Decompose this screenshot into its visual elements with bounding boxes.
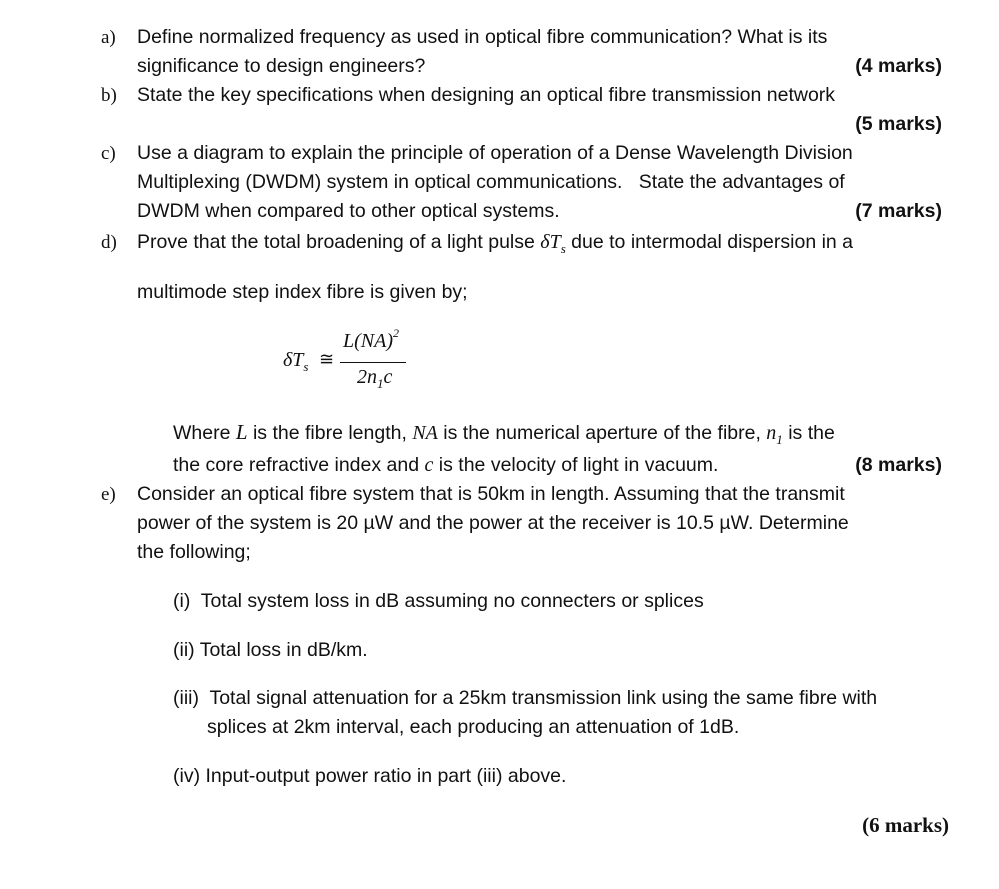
- question-d-marks: (8 marks): [855, 454, 942, 476]
- var-L: L: [235, 420, 248, 444]
- sub-item-iii-line1: (iii) Total signal attenuation for a 25km transmission link using the same fibre with: [173, 687, 878, 709]
- question-c-line2: Multiplexing (DWDM) system in optical communications. State the advantages of: [137, 171, 845, 193]
- question-b-label: b): [101, 85, 117, 106]
- question-a-line1: Define normalized frequency as used in optical fibre communication? What is its: [137, 26, 828, 48]
- fraction-bar: [340, 362, 406, 363]
- question-a-marks: (4 marks): [855, 55, 942, 77]
- question-d-label: d): [101, 232, 117, 253]
- question-e-line1: Consider an optical fibre system that is 50km in length. Assuming that the transmit: [137, 483, 845, 505]
- question-a-label: a): [101, 27, 116, 48]
- formula-approx: ≅: [319, 349, 335, 370]
- formula-lhs: $\delta T_s$: [283, 349, 309, 374]
- question-e-marks: (6 marks): [862, 813, 949, 837]
- question-c-marks: (7 marks): [855, 200, 942, 222]
- var-NA: NA: [412, 422, 438, 444]
- formula-numerator: L(NA)$^2$: [343, 326, 399, 352]
- sub-item-ii: (ii) Total loss in dB/km.: [173, 639, 368, 661]
- sub-item-i: (i) Total system loss in dB assuming no connecters or splices: [173, 590, 704, 612]
- question-c-label: c): [101, 143, 116, 164]
- where-line1: Where L is the fibre length, NA is the numerical aperture of the fibre, $n_1$ is the: [173, 420, 835, 447]
- var-c: c: [424, 454, 434, 476]
- question-a-line2: significance to design engineers?: [137, 55, 426, 77]
- question-e-line2: power of the system is 20 µW and the power at the receiver is 10.5 µW. Determine: [137, 512, 849, 534]
- question-d-line2: multimode step index fibre is given by;: [137, 281, 468, 303]
- sub-item-iv: (iv) Input-output power ratio in part (iii) above.: [173, 765, 567, 787]
- formula-denominator: $2n_1c$: [357, 366, 393, 391]
- question-c-line1: Use a diagram to explain the principle of operation of a Dense Wavelength Division: [137, 142, 853, 164]
- sub-item-iii-line2: splices at 2km interval, each producing an attenuation of 1dB.: [207, 716, 740, 738]
- delta-t-symbol: $\delta T_s$: [540, 231, 566, 256]
- question-e-line3: the following;: [137, 541, 251, 563]
- question-d-line1: [137, 231, 853, 254]
- question-c-line3: DWDM when compared to other optical systems.: [137, 200, 560, 222]
- question-d-line1-post: due to intermodal dispersion in a: [565, 231, 854, 253]
- question-e-label: e): [101, 484, 116, 505]
- question-d-line1-pre: Prove that the total broadening of a light pulse: [137, 231, 541, 253]
- question-b-marks: (5 marks): [855, 113, 942, 135]
- where-line2: the core refractive index and c is the velocity of light in vacuum.: [173, 454, 719, 476]
- question-b-line1: State the key specifications when designing an optical fibre transmission network: [137, 84, 836, 106]
- var-n1: $n_1$: [766, 422, 783, 447]
